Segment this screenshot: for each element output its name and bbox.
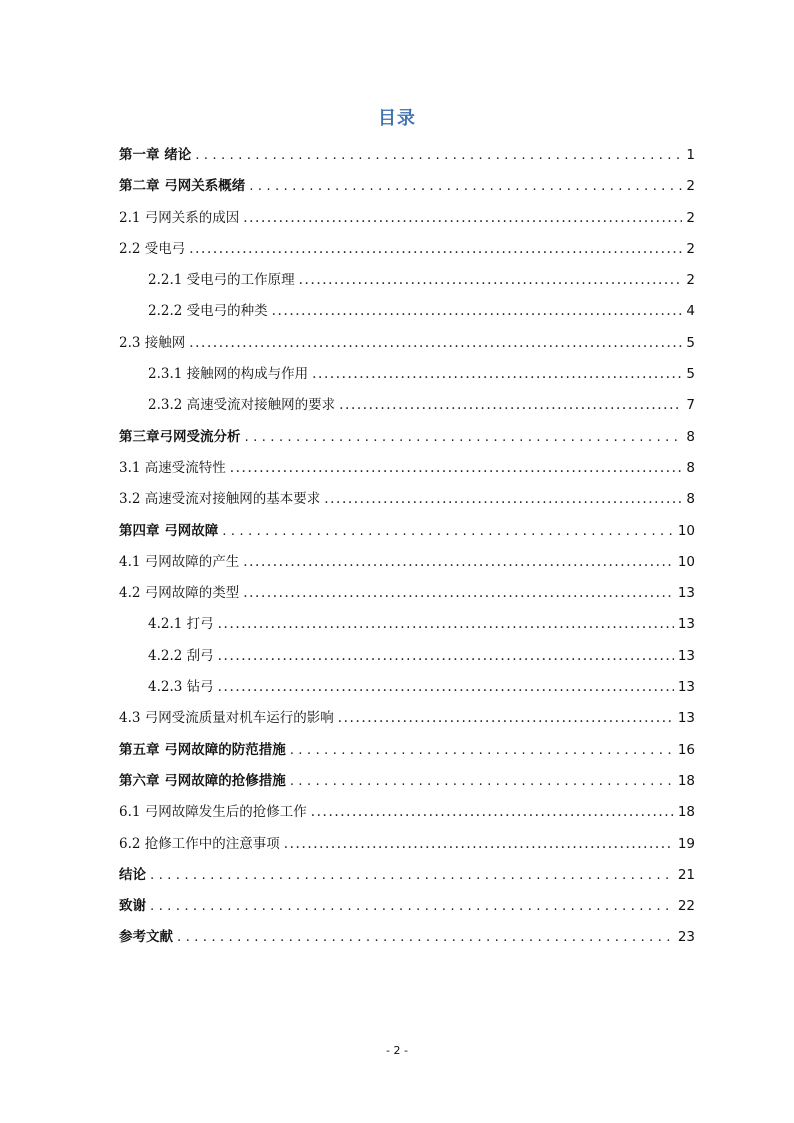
toc-dot-leader [324,484,682,515]
toc-entry-title: 4.1 弓网故障的产生 [119,553,240,570]
toc-entry-title: 2.3.1 接触网的构成与作用 [148,366,309,383]
toc-entry-page: 23 [677,929,695,946]
toc-entry[interactable] [119,891,695,922]
toc-entry-page: 10 [677,522,695,539]
toc-dot-leader [243,203,682,234]
toc-entry[interactable] [119,359,695,390]
toc-dot-leader [150,860,674,891]
toc-entry-page: 5 [686,366,695,383]
toc-dot-leader [177,922,674,953]
toc-entry-title: 4.2 弓网故障的类型 [119,585,240,602]
toc-entry[interactable] [119,735,695,766]
toc-entry-page: 13 [677,679,695,696]
toc-dot-leader [243,578,674,609]
toc-entry-page: 8 [686,428,695,445]
toc-entry-title: 第六章 弓网故障的抢修措施 [119,772,286,789]
toc-entry-title: 4.2.2 刮弓 [148,647,214,664]
toc-dot-leader [218,609,674,640]
toc-entry-title: 2.1 弓网关系的成因 [119,209,240,226]
toc-dot-leader [290,766,674,797]
toc-entry[interactable] [119,672,695,703]
toc-entry-title: 2.3.2 高速受流对接触网的要求 [148,397,336,414]
toc-entry-title: 第五章 弓网故障的防范措施 [119,741,286,758]
toc-entry-page: 4 [686,303,695,320]
toc-entry-title: 参考文献 [119,929,173,946]
toc-entry-page: 1 [686,147,695,163]
toc-entry-title: 3.1 高速受流特性 [119,459,226,476]
toc-entry-page: 10 [677,553,695,570]
toc-entry-page: 2 [686,272,695,289]
toc-entry[interactable] [119,922,695,953]
toc-dot-leader [243,547,674,578]
toc-entry[interactable] [119,829,695,860]
toc-entry-title: 2.2.2 受电弓的种类 [148,303,268,320]
toc-entry-title: 6.2 抢修工作中的注意事项 [119,835,280,852]
toc-entry-page: 13 [677,710,695,727]
toc-entry[interactable] [119,234,695,265]
toc-entry-page: 18 [677,804,695,821]
toc-entry-title: 6.1 弓网故障发生后的抢修工作 [119,804,307,821]
toc-entry[interactable] [119,140,695,171]
toc-dot-leader [189,328,682,359]
table-of-contents [119,140,695,954]
toc-entry[interactable] [119,453,695,484]
toc-entry-title: 致谢 [119,898,146,915]
toc-dot-leader [218,641,674,672]
toc-entry-title: 4.2.1 打弓 [148,616,214,633]
toc-entry-page: 13 [677,616,695,633]
toc-entry[interactable] [119,703,695,734]
toc-entry[interactable] [119,516,695,547]
toc-dot-leader [150,891,674,922]
toc-entry-page: 19 [677,835,695,852]
toc-entry-title: 2.2 受电弓 [119,240,186,257]
toc-dot-leader [290,735,674,766]
toc-entry-title: 第四章 弓网故障 [119,522,219,539]
toc-entry-page: 2 [686,240,695,257]
toc-dot-leader [312,359,682,390]
toc-entry-page: 2 [686,178,695,195]
toc-entry[interactable] [119,547,695,578]
toc-entry-title: 4.3 弓网受流质量对机车运行的影响 [119,710,334,727]
page-number: - 2 - [386,1044,408,1057]
toc-entry[interactable] [119,171,695,202]
toc-entry-page: 2 [686,209,695,226]
toc-entry[interactable] [119,797,695,828]
toc-dot-leader [189,234,682,265]
toc-entry-page: 8 [686,459,695,476]
toc-entry-title: 第一章 绪论 [119,147,192,163]
toc-dot-leader [299,265,683,296]
toc-entry-page: 7 [686,397,695,414]
toc-entry-title: 2.2.1 受电弓的工作原理 [148,272,295,289]
toc-entry[interactable] [119,860,695,891]
toc-entry-title: 4.2.3 钻弓 [148,679,214,696]
toc-entry-page: 16 [677,741,695,758]
toc-entry-page: 13 [677,647,695,664]
toc-entry-title: 2.3 接触网 [119,334,186,351]
toc-entry[interactable] [119,484,695,515]
toc-entry-page: 13 [677,585,695,602]
toc-entry[interactable] [119,641,695,672]
toc-entry-page: 22 [677,898,695,915]
toc-entry-title: 3.2 高速受流对接触网的基本要求 [119,491,321,508]
toc-entry[interactable] [119,578,695,609]
toc-dot-leader [311,797,674,828]
toc-dot-leader [230,453,683,484]
toc-entry[interactable] [119,766,695,797]
toc-dot-leader [284,829,674,860]
toc-dot-leader [249,171,682,202]
toc-entry-title: 第二章 弓网关系概绪 [119,178,246,195]
toc-dot-leader [339,390,682,421]
toc-dot-leader [222,516,674,547]
toc-entry-page: 8 [686,491,695,508]
toc-entry-title: 结论 [119,866,146,883]
toc-entry[interactable] [119,609,695,640]
toc-dot-leader [272,296,683,327]
toc-entry-page: 18 [677,772,695,789]
toc-dot-leader [338,703,674,734]
toc-entry[interactable] [119,390,695,421]
toc-entry[interactable] [119,203,695,234]
toc-dot-leader [195,140,682,171]
toc-entry[interactable] [119,296,695,327]
toc-entry-title: 第三章弓网受流分析 [119,428,241,445]
toc-entry[interactable] [119,328,695,359]
toc-entry-page: 21 [677,866,695,883]
toc-dot-leader [218,672,674,703]
toc-entry[interactable] [119,265,695,296]
toc-dot-leader [245,422,683,453]
page-title: 目录 [378,108,416,129]
toc-entry[interactable] [119,422,695,453]
toc-entry-page: 5 [686,334,695,351]
